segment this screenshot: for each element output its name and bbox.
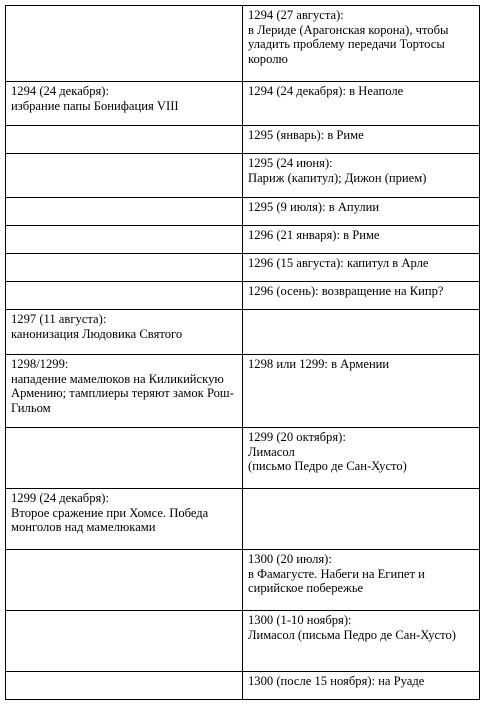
right-cell: 1295 (январь): в Риме [243,126,480,154]
right-cell: 1298 или 1299: в Армении [243,355,480,428]
table-row [6,489,480,550]
left-cell: 1299 (24 декабря): Второе сражение при Хомсе. Победа монголов над мамелюками [6,489,243,550]
table-row [6,672,480,700]
right-cell: 1299 (20 октября): Лимасол (письмо Педро де Сан-Хусто) [243,428,480,489]
left-cell [6,126,243,154]
left-cell [6,282,243,310]
table-row [6,254,480,282]
right-cell [243,489,480,550]
table-row [6,226,480,254]
left-cell: 1297 (11 августа): канонизация Людовика Святого [6,310,243,355]
right-cell: 1295 (9 июля): в Апулии [243,198,480,226]
table-row [6,282,480,310]
table-row [6,198,480,226]
right-cell: 1296 (15 августа): капитул в Арле [243,254,480,282]
left-cell [6,6,243,82]
right-cell: 1294 (27 августа): в Лериде (Арагонская корона), чтобы уладить проблему передачи Тортосы королю [243,6,480,82]
left-cell [6,254,243,282]
left-cell: 1298/1299: нападение мамелюков на Киликийскую Армению; тамплиеры теряют замок Рош-Гильом [6,355,243,428]
right-cell: 1300 (20 июля): в Фамагусте. Набеги на Египет и сирийское побережье [243,550,480,611]
left-cell [6,154,243,198]
table-row [6,611,480,672]
left-cell [6,672,243,700]
right-cell [243,310,480,355]
table-row [6,355,480,428]
table-row [6,6,480,82]
left-cell [6,611,243,672]
table-row [6,154,480,198]
table-row [6,428,480,489]
table-row [6,310,480,355]
right-cell: 1300 (1-10 ноября): Лимасол (письма Педро де Сан-Хусто) [243,611,480,672]
right-cell: 1295 (24 июня): Париж (капитул); Дижон (прием) [243,154,480,198]
table-row [6,550,480,611]
left-cell [6,198,243,226]
right-cell: 1296 (21 января): в Риме [243,226,480,254]
right-cell: 1294 (24 декабря): в Неаполе [243,82,480,126]
left-cell: 1294 (24 декабря): избрание папы Бонифация VIII [6,82,243,126]
timeline-table [5,5,480,700]
left-cell [6,226,243,254]
timeline-body [6,6,480,700]
table-row [6,82,480,126]
table-row [6,126,480,154]
right-cell: 1296 (осень): возвращение на Кипр? [243,282,480,310]
left-cell [6,550,243,611]
left-cell [6,428,243,489]
right-cell: 1300 (после 15 ноября): на Руаде [243,672,480,700]
